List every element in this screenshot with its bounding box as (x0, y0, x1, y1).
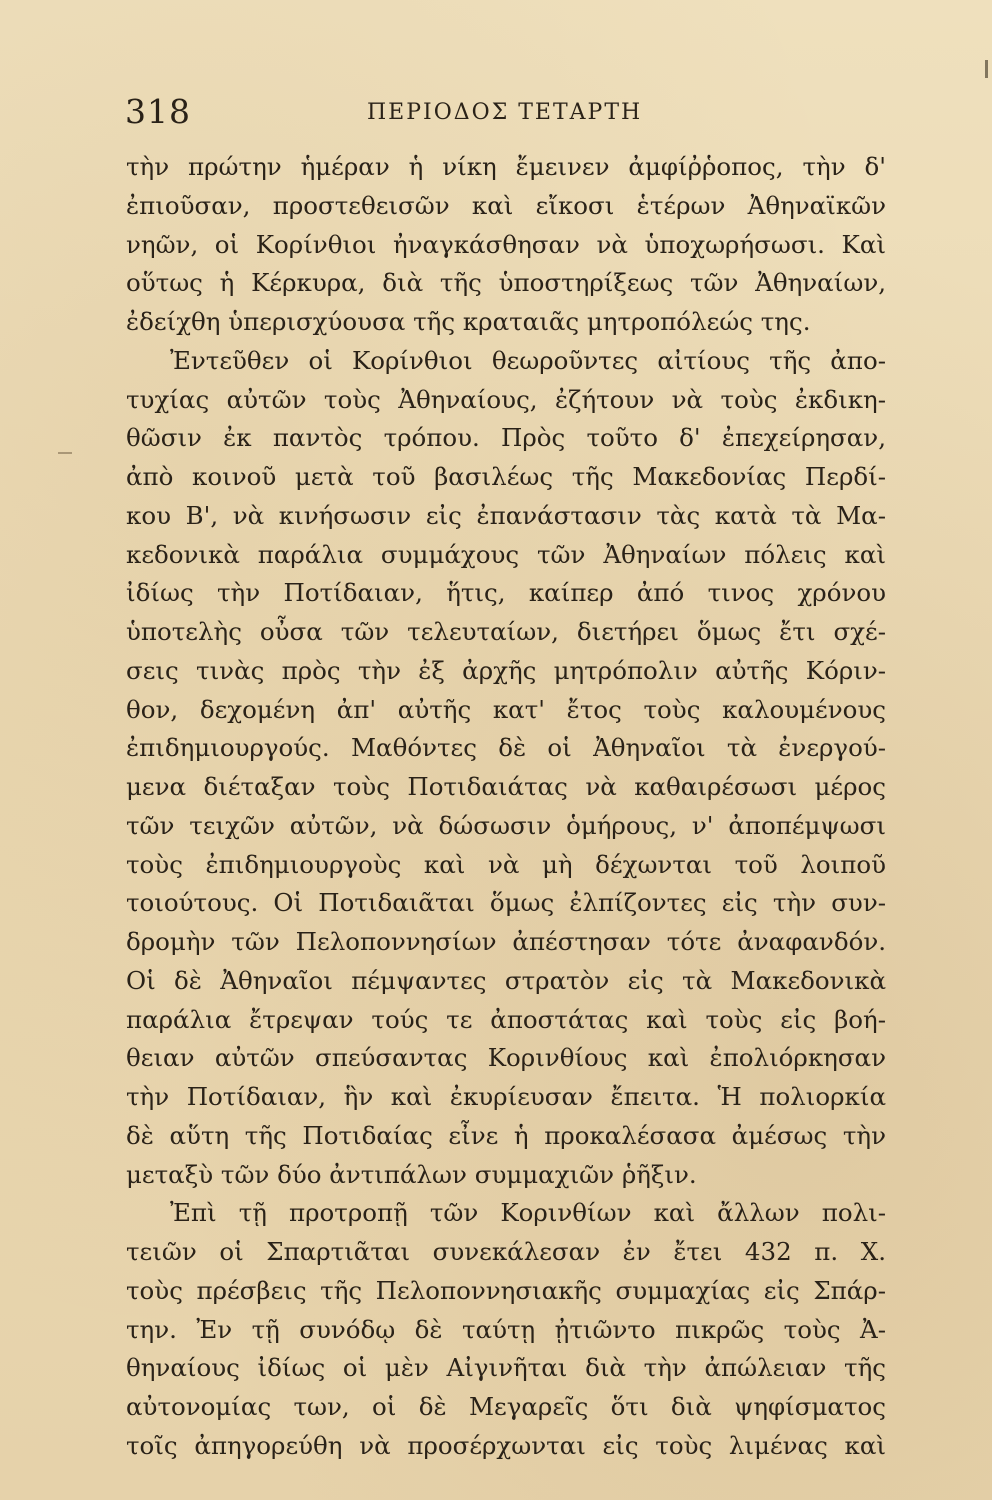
text-line: Ἐντεῦθεν οἱ Κορίνθιοι θεωροῦντες αἰτίους τῆς ἀπο- (170, 345, 886, 375)
margin-speck (58, 452, 72, 454)
text-line: τοὺς πρέσβεις τῆς Πελοποννησιακῆς συμμαχίας εἰς Σπάρ- (126, 1275, 886, 1305)
text-line: ἐδείχθη ὑπερισχύουσα τῆς κραταιᾶς μητροπόλεώς της. (126, 307, 811, 336)
text-line: τοῖς ἀπηγορεύθη νὰ προσέρχωνται εἰς τοὺς λιμένας καὶ (126, 1430, 886, 1460)
text-line: μεταξὺ τῶν δύο ἀντιπάλων συμμαχιῶν ῥῆξιν. (126, 1159, 697, 1189)
text-line: δὲ αὕτη τῆς Ποτιδαίας εἶνε ἡ προκαλέσασα ἀμέσως τὴν (126, 1120, 886, 1150)
text-line: θηναίους ἰδίως οἱ μὲν Αἰγινῆται διὰ τὴν ἀπώλειαν τῆς (126, 1353, 886, 1383)
text-line: σεις τινὰς πρὸς τὴν ἐξ ἀρχῆς μητρόπολιν αὐτῆς Κόριν- (126, 655, 886, 685)
running-title: ΠΕΡΙΟΔΟΣ ΤΕΤΑΡΤΗ (367, 100, 643, 125)
text-line: οὕτως ἡ Κέρκυρα, διὰ τῆς ὑποστηρίξεως τῶν Ἀθηναίων, (126, 268, 886, 298)
page-header (125, 92, 895, 142)
text-line: ἰδίως τὴν Ποτίδαιαν, ἥτις, καίπερ ἀπό τινος χρόνου (126, 578, 886, 608)
text-line: την. Ἐν τῇ συνόδῳ δὲ ταύτῃ ᾐτιῶντο πικρῶς τοὺς Ἀ- (126, 1314, 886, 1344)
text-line: θειαν αὐτῶν σπεύσαντας Κορινθίους καὶ ἐπολιόρκησαν (126, 1043, 886, 1073)
text-line: θῶσιν ἐκ παντὸς τρόπου. Πρὸς τοῦτο δ' ἐπεχείρησαν, (126, 423, 886, 453)
text-line: τὴν Ποτίδαιαν, ἣν καὶ ἐκυρίευσαν ἔπειτα. Ἡ πολιορκία (126, 1082, 886, 1111)
text-line: ἐπιοῦσαν, προστεθεισῶν καὶ εἴκοσι ἑτέρων Ἀθηναϊκῶν (126, 190, 886, 220)
text-line: αὐτονομίας των, οἱ δὲ Μεγαρεῖς ὅτι διὰ ψηφίσματος (126, 1392, 886, 1421)
text-line: ἀπὸ κοινοῦ μετὰ τοῦ βασιλέως τῆς Μακεδονίας Περδί- (126, 462, 886, 491)
text-line: Οἱ δὲ Ἀθηναῖοι πέμψαντες στρατὸν εἰς τὰ Μακεδονικὰ (126, 965, 886, 995)
text-line: τειῶν οἱ Σπαρτιᾶται συνεκάλεσαν ἐν ἔτει 432 π. Χ. (126, 1237, 886, 1266)
text-line: τῶν τειχῶν αὐτῶν, νὰ δώσωσιν ὁμήρους, ν' ἀποπέμψωσι (126, 810, 886, 840)
text-line: τοὺς ἐπιδημιουργοὺς καὶ νὰ μὴ δέχωνται τοῦ λοιποῦ (126, 849, 886, 879)
page-number: 318 (125, 92, 191, 131)
text-line: τὴν πρώτην ἡμέραν ἡ νίκη ἔμεινεν ἀμφίῤῥοπος, τὴν δ' (126, 152, 886, 181)
text-line: ἐπιδημιουργούς. Μαθόντες δὲ οἱ Ἀθηναῖοι τὰ ἐνεργού- (126, 733, 886, 763)
body-text (126, 148, 886, 1466)
page-edge-mark (985, 60, 988, 78)
text-line: κεδονικὰ παράλια συμμάχους τῶν Ἀθηναίων πόλεις καὶ (126, 539, 886, 569)
text-line: τυχίας αὐτῶν τοὺς Ἀθηναίους, ἐζήτουν νὰ τοὺς ἐκδικη- (126, 384, 886, 414)
text-line: μενα διέταξαν τοὺς Ποτιδαιάτας νὰ καθαιρέσωσι μέρος (126, 772, 886, 801)
text-line: τοιούτους. Οἱ Ποτιδαιᾶται ὅμως ἐλπίζοντες εἰς τὴν συν- (126, 888, 886, 918)
text-line: δρομὴν τῶν Πελοποννησίων ἀπέστησαν τότε ἀναφανδόν. (126, 927, 886, 956)
text-line: κου Β', νὰ κινήσωσιν εἰς ἐπανάστασιν τὰς κατὰ τὰ Μα- (126, 500, 886, 530)
text-line: θον, δεχομένη ἀπ' αὐτῆς κατ' ἔτος τοὺς καλουμένους (126, 694, 886, 724)
text-line: παράλια ἔτρεψαν τούς τε ἀποστάτας καὶ τοὺς εἰς βοή- (126, 1004, 886, 1034)
text-line: νηῶν, οἱ Κορίνθιοι ἠναγκάσθησαν νὰ ὑποχωρήσωσι. Καὶ (126, 229, 886, 259)
text-line: Ἐπὶ τῇ προτροπῇ τῶν Κορινθίων καὶ ἄλλων πολι- (170, 1198, 886, 1228)
text-line: ὑποτελὴς οὖσα τῶν τελευταίων, διετήρει ὅμως ἔτι σχέ- (126, 617, 886, 646)
